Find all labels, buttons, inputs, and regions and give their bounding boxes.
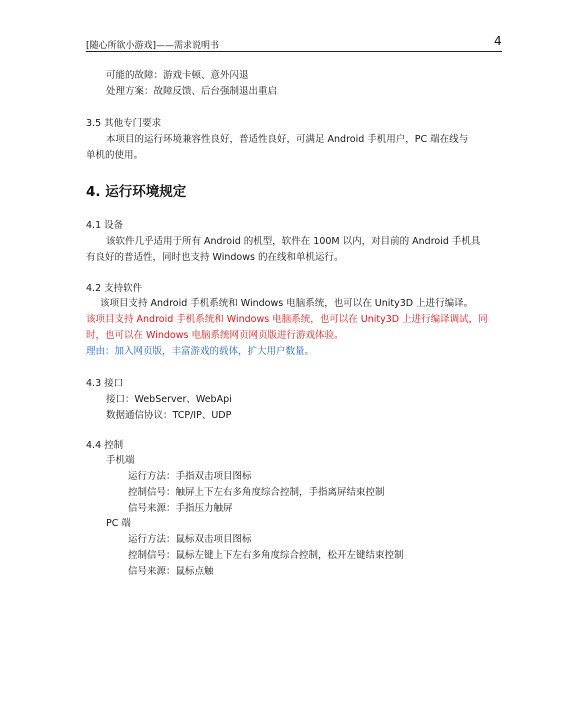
header-rule <box>86 51 502 52</box>
paragraph-line: 该软件几乎适用于所有 Android 的机型，软件在 100M 以内，对目前的 Android 手机具 <box>106 236 481 247</box>
protocol-line: 数据通信协议：TCP/IP、UDP <box>106 410 232 421</box>
paragraph-line: 有良好的普适性，同时也支持 Windows 的在线和单机运行。 <box>86 252 344 263</box>
list-item: 信号来源：手指压力触屏 <box>128 503 233 514</box>
paragraph-line: 单机的使用。 <box>86 150 144 161</box>
list-item: 信号来源：鼠标点触 <box>128 566 214 577</box>
revised-paragraph-line: 该项目支持 Android 手机系统和 Windows 电脑系统，也可以在 Unity3D 上进行编译调试，同 <box>86 314 488 325</box>
header-title: [随心所欲小游戏]——需求说明书 <box>86 41 220 51</box>
section-3-5-heading: 3.5 其他专门要求 <box>86 118 162 129</box>
list-item: 控制信号：鼠标左键上下左右多角度综合控制，松开左键结束控制 <box>128 550 404 561</box>
section-4-2-heading: 4.2 支持软件 <box>86 283 143 294</box>
revised-paragraph-line: 时，也可以在 Windows 电脑系统网页网页版进行游戏体验。 <box>86 330 344 341</box>
handling-line: 处理方案：故障反馈、后台强制退出重启 <box>106 86 278 97</box>
section-4-4-heading: 4.4 控制 <box>86 440 124 451</box>
list-item: 运行方法：鼠标双击项目图标 <box>128 534 252 545</box>
list-item: 运行方法：手指双击项目图标 <box>128 471 252 482</box>
section-4-heading: 4. 运行环境规定 <box>86 184 187 200</box>
reason-note: 理由：加入网页版，丰富游戏的载体，扩大用户数量。 <box>86 346 315 357</box>
mobile-subheading: 手机端 <box>106 455 135 466</box>
interface-line: 接口：WebServer、WebApi <box>106 394 232 405</box>
list-item: 控制信号：触屏上下左右多角度综合控制，手指离屏结束控制 <box>128 487 385 498</box>
fault-line: 可能的故障：游戏卡顿、意外闪退 <box>106 70 249 81</box>
pc-subheading: PC 端 <box>106 518 131 529</box>
paragraph-line: 本项目的运行环境兼容性良好，普适性良好，可满足 Android 手机用户，PC 端在线与 <box>106 134 469 145</box>
paragraph-line: 该项目支持 Android 手机系统和 Windows 电脑系统，也可以在 Unity3D 上进行编译。 <box>100 298 474 309</box>
section-4-1-heading: 4.1 设备 <box>86 220 124 231</box>
page-number: 4 <box>494 34 502 48</box>
section-4-3-heading: 4.3 接口 <box>86 378 124 389</box>
